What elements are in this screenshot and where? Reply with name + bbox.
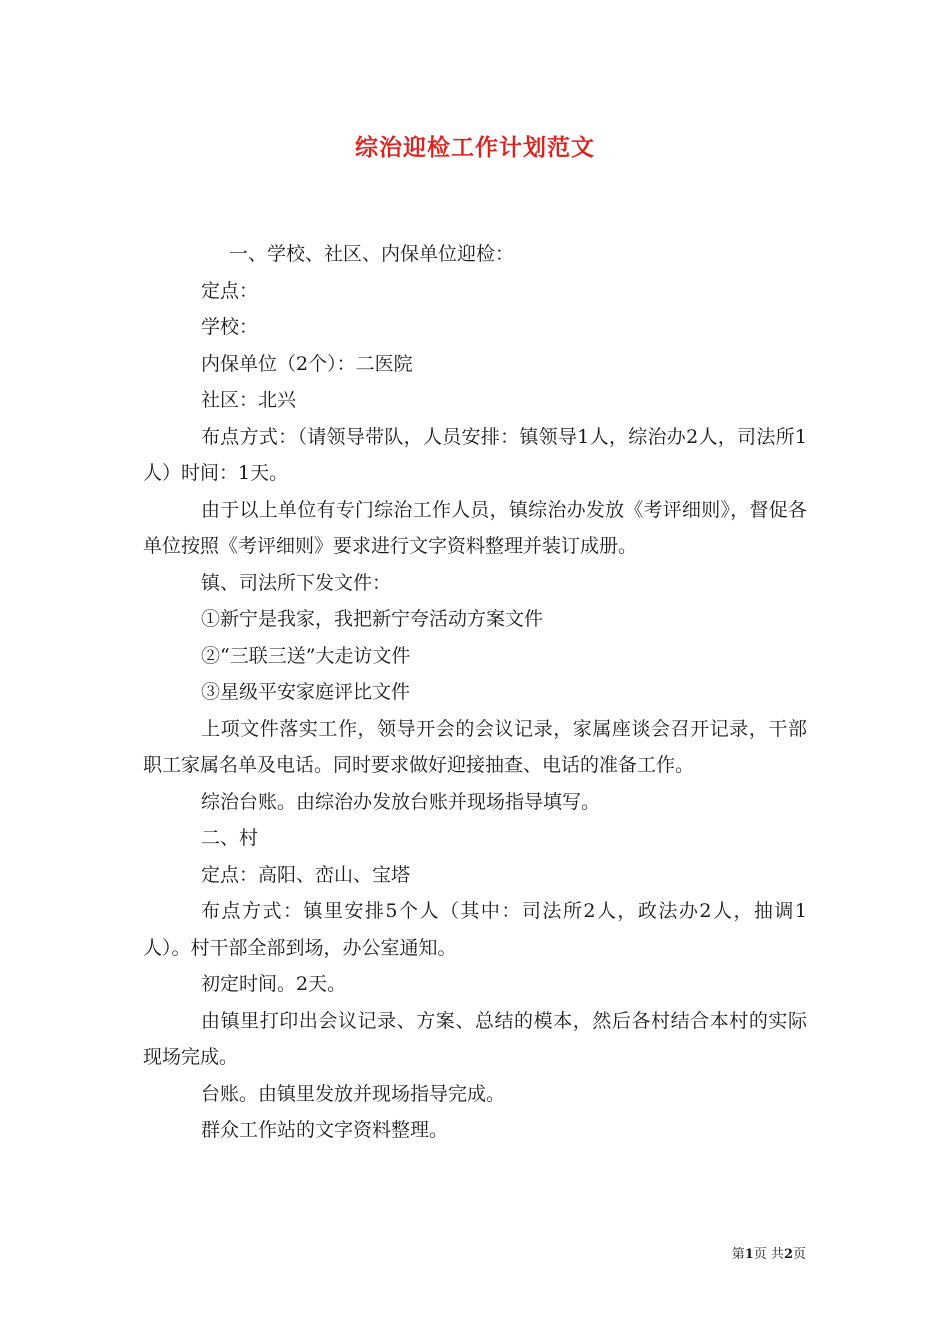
footer-suffix: 页 (792, 1247, 806, 1262)
document-body (143, 236, 807, 1149)
paragraph: 布点方式：镇里安排5个人（其中：司法所2人，政法办2人，抽调1人）。村干部全部到场，办公室通知。 (143, 900, 807, 959)
paragraph: 群众工作站的文字资料整理。 (201, 1119, 449, 1141)
paragraph: 一、学校、社区、内保单位迎检： (229, 243, 515, 265)
paragraph: 内保单位（2个）：二医院 (201, 352, 413, 375)
footer-prefix: 第 (731, 1247, 745, 1262)
paragraph: ③星级平安家庭评比文件 (201, 681, 411, 703)
paragraph: 定点：高阳、峦山、宝塔 (201, 863, 411, 886)
footer-middle: 页 共 (753, 1247, 784, 1262)
page-number-footer (0, 1246, 806, 1264)
paragraph: ②“三联三送”大走访文件 (201, 644, 411, 667)
paragraph: 初定时间。2天。 (201, 973, 347, 995)
paragraph: 由于以上单位有专门综治工作人员，镇综治办发放《考评细则》，督促各单位按照《考评细则》要求进行文字资料整理并装订成册。 (143, 498, 807, 557)
paragraph: 由镇里打印出会议记录、方案、总结的模本，然后各村结合本村的实际现场完成。 (143, 1009, 807, 1068)
paragraph: 镇、司法所下发文件： (201, 571, 392, 594)
document-title: 综治迎检工作计划范文 (355, 134, 595, 161)
paragraph: 布点方式：（请领导带队，人员安排：镇领导1人，综治办2人，司法所1人）时间：1天。 (143, 425, 807, 484)
paragraph: 综治台账。由综治办发放台账并现场指导填写。 (201, 790, 601, 813)
footer-current-page: 1 (744, 1247, 754, 1262)
paragraph: 社区：北兴 (201, 389, 297, 411)
paragraph: 学校： (201, 316, 259, 338)
footer-total-pages: 2 (783, 1247, 793, 1262)
paragraph: ①新宁是我家，我把新宁夸活动方案文件 (201, 608, 544, 630)
paragraph: 二、村 (201, 827, 259, 849)
paragraph: 定点： (201, 279, 259, 302)
paragraph: 台账。由镇里发放并现场指导完成。 (201, 1082, 506, 1105)
paragraph: 上项文件落实工作，领导开会的会议记录，家属座谈会召开记录，干部职工家属名单及电话。同时要求做好迎接抽查、电话的准备工作。 (143, 717, 807, 776)
